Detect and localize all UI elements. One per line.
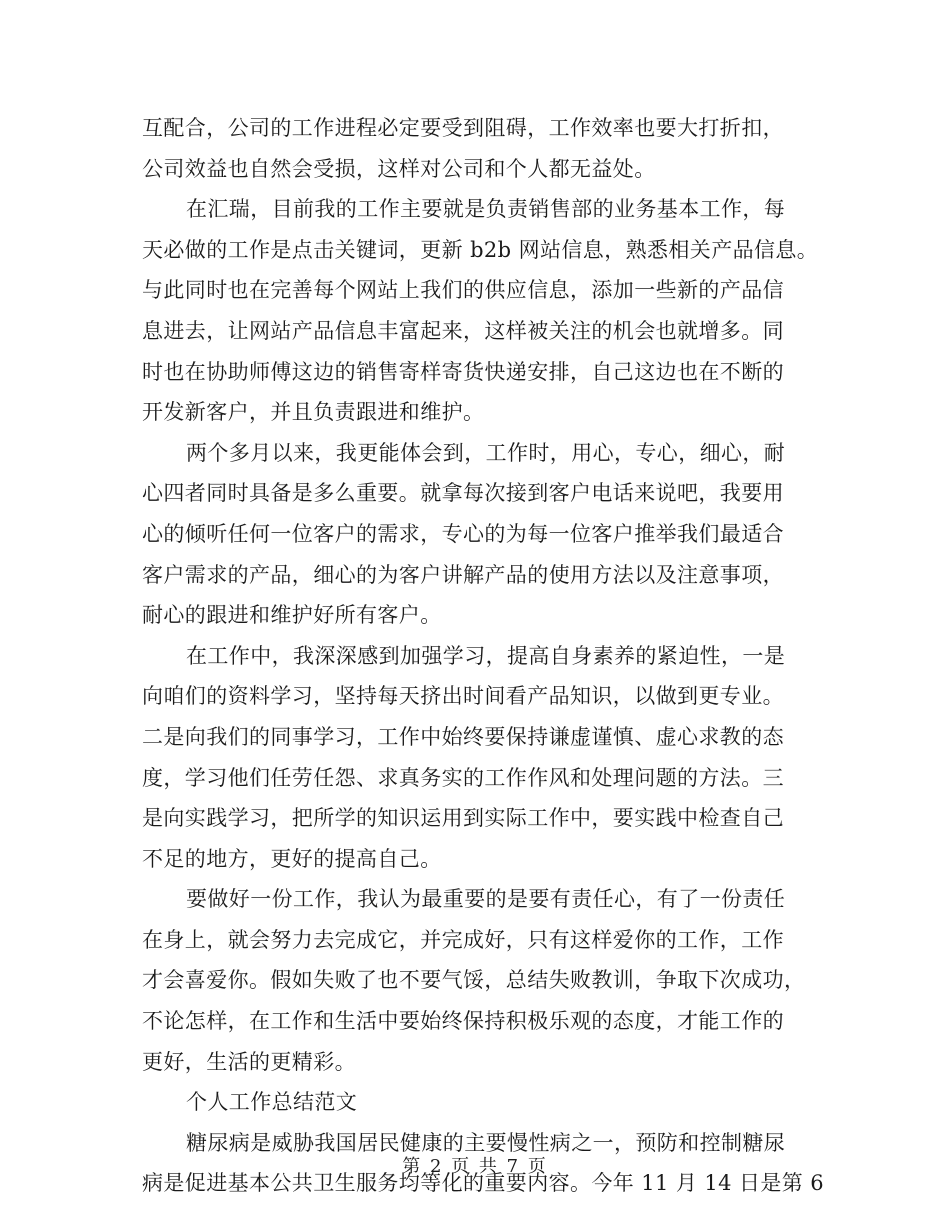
text-line: 才会喜爱你。假如失败了也不要气馁，总结失败教训，争取下次成功， [142, 968, 806, 993]
document-body [142, 108, 824, 1204]
text-line: 互配合，公司的工作进程必定要受到阻碍，工作效率也要大打折扣， [142, 116, 784, 140]
text-line: 向咱们的资料学习，坚持每天挤出时间看产品知识，以做到更专业。 [142, 684, 784, 709]
text-line: 不论怎样，在工作和生活中要始终保持积极乐观的态度，才能工作的 [142, 1009, 784, 1034]
text-line: 病是促进基本公共卫生服务均等化的重要内容。今年 11 月 14 日是第 6 [142, 1171, 824, 1196]
text-line: 心四者同时具备是多么重要。就拿每次接到客户电话来说吧，我要用 [142, 481, 784, 506]
text-line: 时也在协助师傅这边的销售寄样寄货快递安排，自己这边也在不断的 [142, 359, 784, 384]
text-line: 开发新客户，并且负责跟进和维护。 [142, 400, 485, 425]
text-line: 天必做的工作是点击关键词，更新 b2b 网站信息，熟悉相关产品信息。 [142, 237, 819, 262]
text-line: 是向实践学习，把所学的知识运用到实际工作中，要实践中检查自己 [142, 806, 784, 831]
text-line: 与此同时也在完善每个网站上我们的供应信息，添加一些新的产品信 [142, 278, 784, 303]
page-number-footer: 第 2 页 共 7 页 [402, 1156, 548, 1177]
text-line: 在工作中，我深深感到加强学习，提高自身素养的紧迫性，一是 [186, 643, 786, 668]
text-line: 两个多月以来，我更能体会到，工作时，用心，专心，细心，耐 [186, 440, 786, 465]
text-line: 糖尿病是威胁我国居民健康的主要慢性病之一，预防和控制糖尿 [186, 1130, 786, 1155]
text-line: 客户需求的产品，细心的为客户讲解产品的使用方法以及注意事项， [142, 562, 784, 587]
text-line: 心的倾听任何一位客户的需求，专心的为每一位客户推举我们最适合 [142, 521, 784, 546]
text-line: 在身上，就会努力去完成它，并完成好，只有这样爱你的工作，工作 [142, 927, 784, 952]
text-line: 在汇瑞，目前我的工作主要就是负责销售部的业务基本工作，每 [186, 197, 786, 222]
text-line: 度，学习他们任劳任怨、求真务实的工作作风和处理问题的方法。三 [142, 765, 784, 790]
text-line: 个人工作总结范文 [186, 1090, 358, 1115]
text-line: 公司效益也自然会受损，这样对公司和个人都无益处。 [142, 156, 656, 181]
text-line: 不足的地方，更好的提高自己。 [142, 846, 442, 871]
text-line: 息进去，让网站产品信息丰富起来，这样被关注的机会也就增多。同 [142, 318, 784, 343]
text-line: 更好，生活的更精彩。 [142, 1049, 356, 1074]
text-line: 要做好一份工作，我认为最重要的是要有责任心，有了一份责任 [186, 887, 786, 912]
text-line: 耐心的跟进和维护好所有客户。 [142, 603, 442, 628]
text-line: 二是向我们的同事学习，工作中始终要保持谦虚谨慎、虚心求教的态 [142, 724, 784, 749]
